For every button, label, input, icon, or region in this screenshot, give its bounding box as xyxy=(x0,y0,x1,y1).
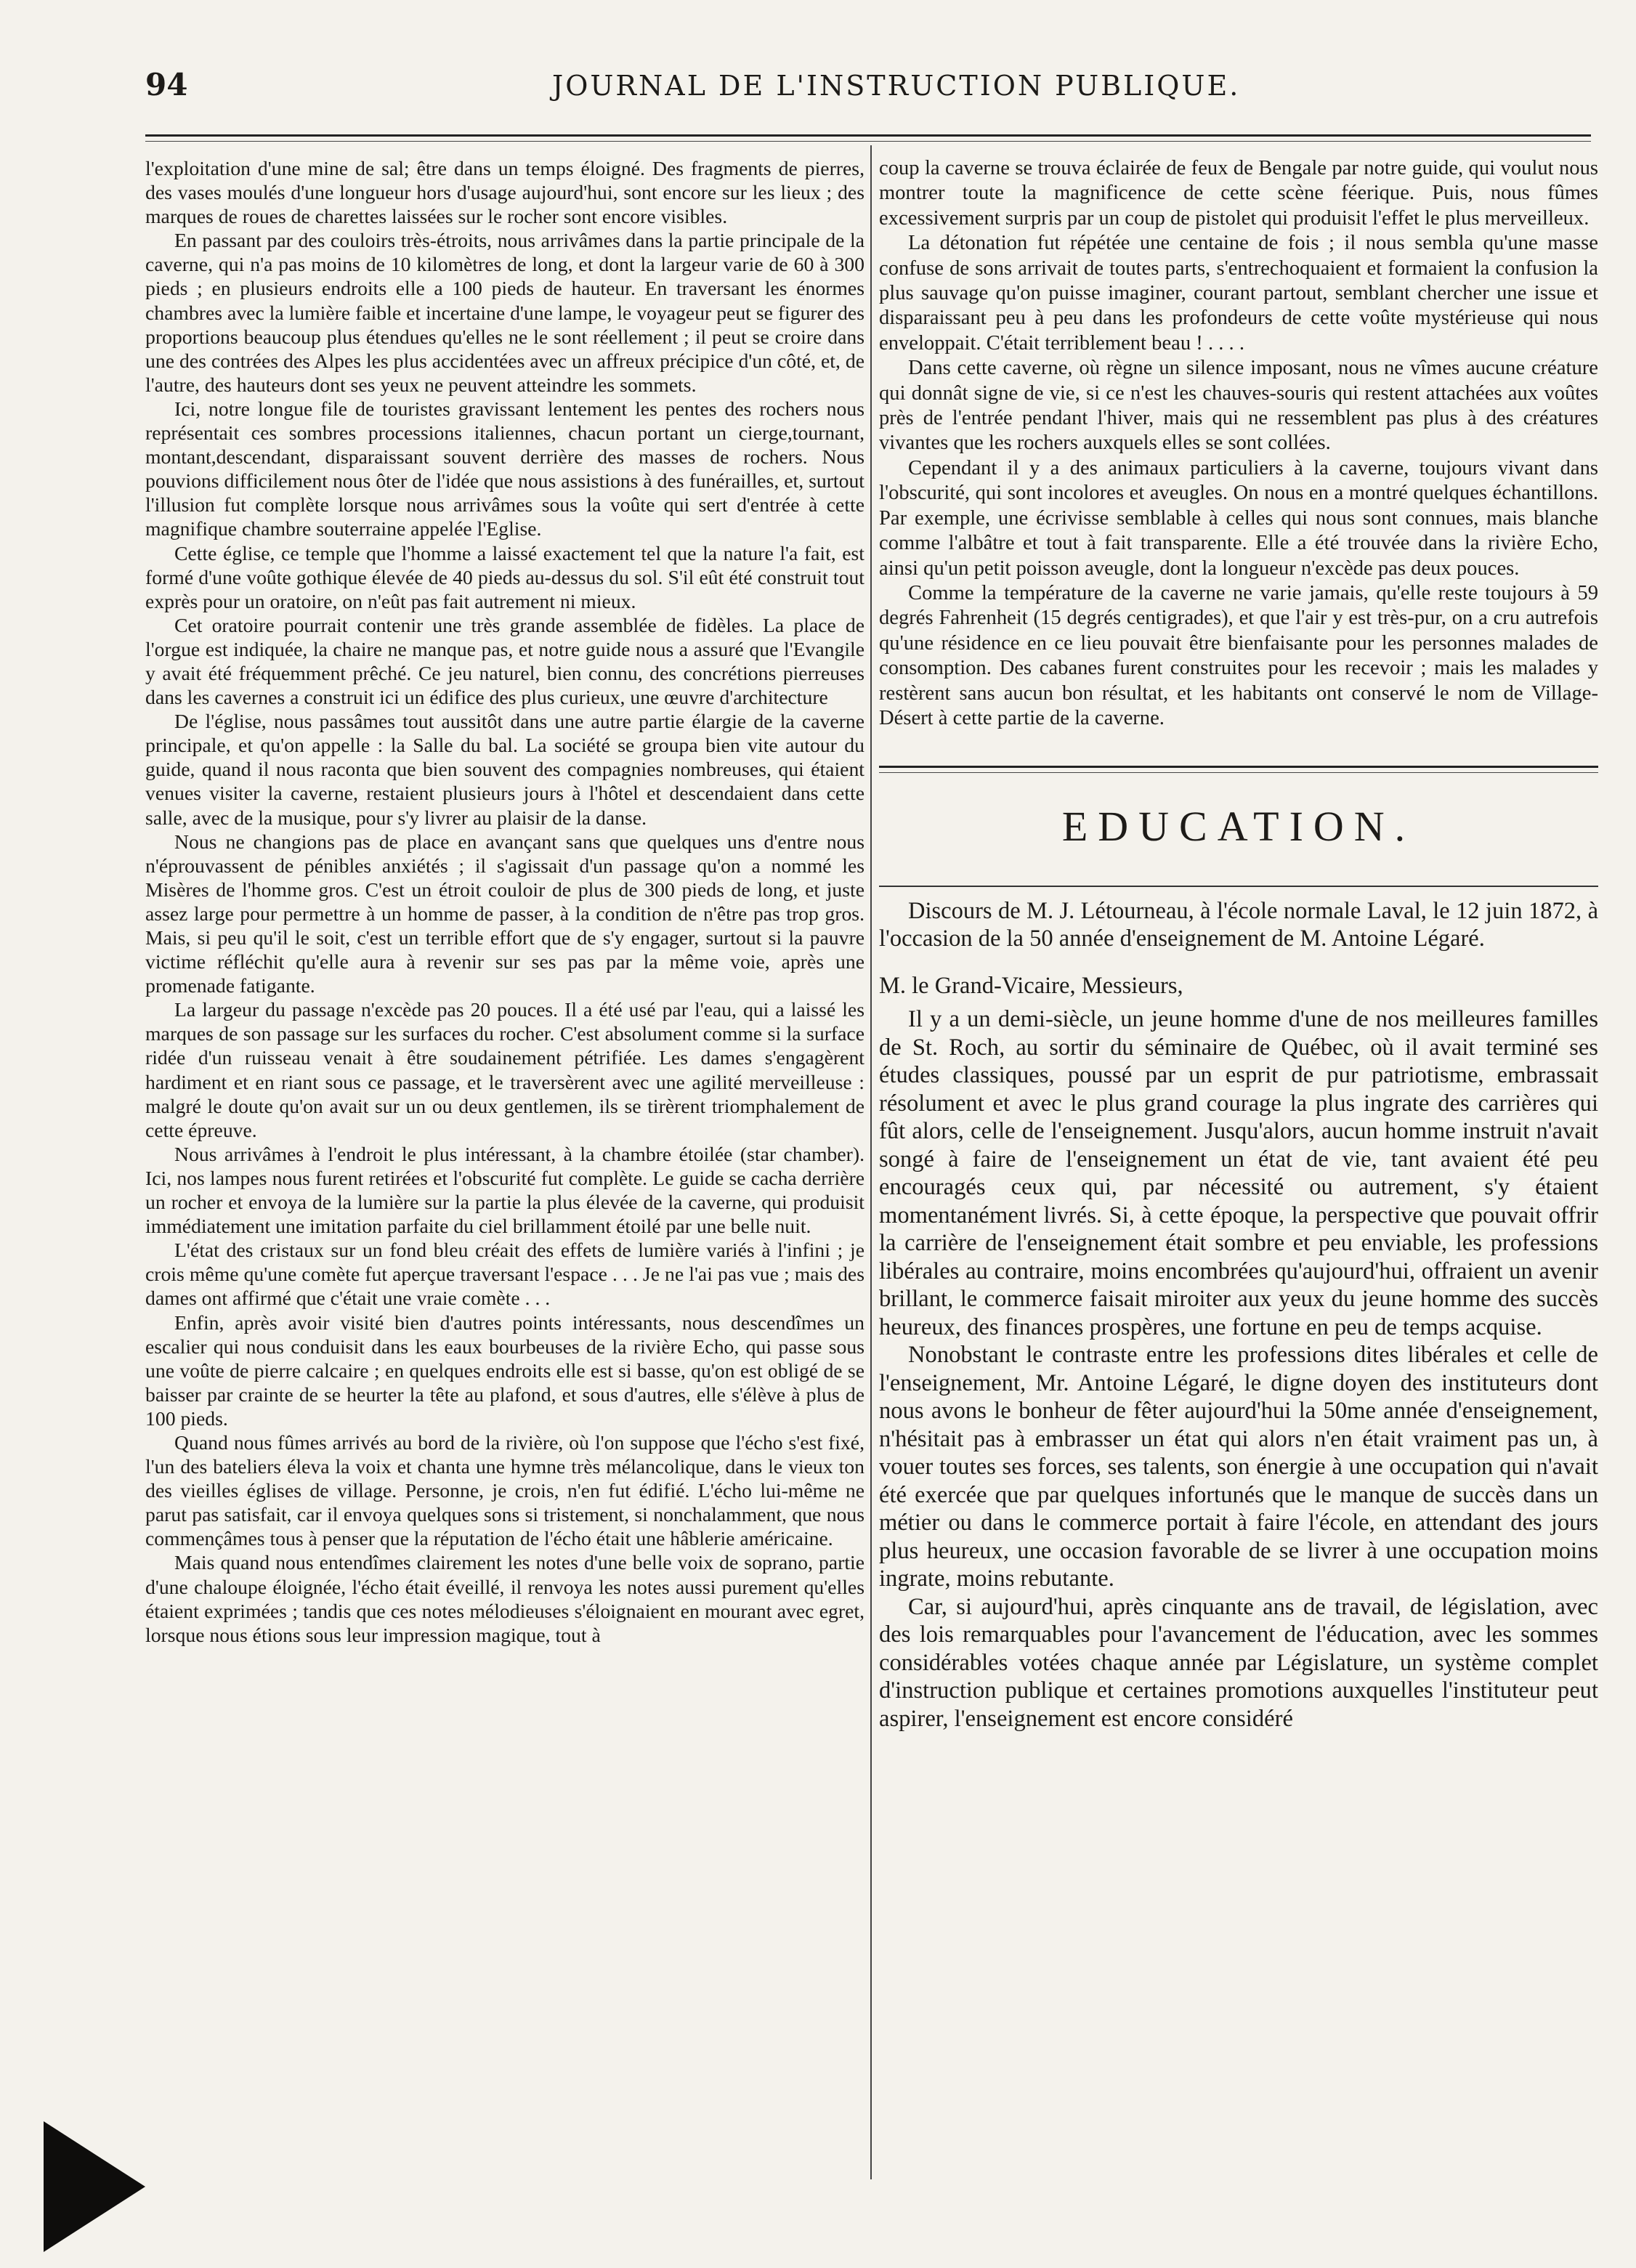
paragraph: En passant par des couloirs très-étroits, nous arrivâmes dans la partie principale de la caverne, qui n'a pas moins de 10 kilomètres de long, et dont la largeur varie de 60 à 300 pieds ; en plusieurs endroits elle a 100 pieds de hauteur. En traversant les énormes chambres avec la lumière faible et incertaine d'une lampe, le voyageur peut se figurer des proportions beaucoup plus étendues qu'elles ne le sont réellement ; il peut se croire dans une des contrées des Alpes les plus accidentées avec un affreux précipice d'un côté, et, de l'autre, des hauteurs dont ses yeux ne peuvent atteindre les sommets. xyxy=(145,229,864,396)
paragraph: La largeur du passage n'excède pas 20 pouces. Il a été usé par l'eau, qui a laissé les marques de son passage sur les surfaces du rocher. C'est absolument comme si la surface ridée d'un ruisseau venait à être soudainement pétrifiée. Les dames s'engagèrent hardiment et en riant sous ce passage, et le traversèrent avec une agilité merveilleuse : malgré le doute qu'on avait sur un ou deux gentlemen, ils se tirèrent triomphalement de cette épreuve. xyxy=(145,998,864,1141)
page-corner-mark xyxy=(44,2121,145,2252)
paragraph: Cette église, ce temple que l'homme a laissé exactement tel que la nature l'a fait, est formé d'une voûte gothique élevée de 40 pieds au-dessus du sol. S'il eût été construit tout exprès pour un oratoire, on n'eût pas fait autrement ni mieux. xyxy=(145,541,864,612)
paragraph: Nous arrivâmes à l'endroit le plus intéressant, à la chambre étoilée (star chamber). Ici, nos lampes nous furent retirées et l'obscurité fut complète. Le guide se cacha derrière un rocher et envoya de la lumière sur la partie la plus élevée de la caverne, qui produisit immédiatement une imitation parfaite du ciel brillamment étoilé par une belle nuit. xyxy=(145,1142,864,1238)
paragraph: L'état des cristaux sur un fond bleu créait des effets de lumière variés à l'infini ; je crois même qu'une comète fut aperçue traversant l'espace . . . Je ne l'ai pas vue ; mais des dames ont affirmé que c'était une vraie comète . . . xyxy=(145,1239,864,1310)
header-rule xyxy=(145,134,1591,142)
article-title: Discours de M. J. Létourneau, à l'école normale Laval, le 12 juin 1872, à l'occasion de la 50 année d'enseignement de M. Antoine Légaré. xyxy=(879,898,1598,952)
paragraph: Enfin, après avoir visité bien d'autres points intéressants, nous descendîmes un escalier qui nous conduisit dans les eaux bourbeuses de la rivière Echo, qui passe sous une voûte de pierre calcaire ; en quelques endroits elle est si basse, qu'on est obligé de se baisser par crainte de se heurter la tête au plafond, et sous d'autres, elle s'élève à plus de 100 pieds. xyxy=(145,1311,864,1430)
column-divider xyxy=(870,145,872,2179)
paragraph: Dans cette caverne, où règne un silence imposant, nous ne vîmes aucune créature qui donnât signe de vie, si ce n'est les chauves-souris qui restent attachées aux voûtes près de l'entrée pendant l'hiver, mais qui ne ressemblent pas plus à des créatures vivantes que les rochers auxquels elles se sont collées. xyxy=(879,357,1598,455)
page-number: 94 xyxy=(145,67,188,102)
paragraph: Quand nous fûmes arrivés au bord de la rivière, où l'on suppose que l'écho s'est fixé, l'un des bateliers éleva la voix et chanta une hymne très mélancolique, dans le vieux ton des vieilles églises de village. Personne, je crois, n'en fut édifié. L'écho lui-même ne parut pas satisfait, car il envoya quelques sons si tristement, si nonchalamment, que nous commençâmes tous à penser que la réputation de l'écho était une hâblerie américaine. xyxy=(145,1430,864,1550)
paragraph: coup la caverne se trouva éclairée de feux de Bengale par notre guide, qui voulut nous montrer toute la magnificence de cette scène féerique. Puis, nous fûmes excessivement surpris par un coup de pistolet qui produisit l'effet le plus merveilleux. xyxy=(879,157,1598,230)
section-title: EDUCATION. xyxy=(1061,803,1416,851)
paragraph: Cet oratoire pourrait contenir une très grande assemblée de fidèles. La place de l'orgue est indiquée, la chaire ne manque pas, et notre guide nous a assuré que l'Evangile y avait été fréquemment prêché. Ce jeu naturel, bien connu, des concrétions pierreuses dans les cavernes a construit ici un édifice des plus curieux, une œuvre d'architecture xyxy=(145,613,864,709)
article-paragraph: Car, si aujourd'hui, après cinquante ans de travail, de législation, avec des lois remarquables pour l'avancement de l'éducation, avec les sommes considérables votées chaque année par Législature, un système complet d'instruction publique et certaines promotions auxquelles l'instituteur peut aspirer, l'enseignement est encore considéré xyxy=(879,1593,1598,1732)
section-rule-thin xyxy=(879,886,1598,887)
article-paragraph: Il y a un demi-siècle, un jeune homme d'une de nos meilleures familles de St. Roch, au sortir du séminaire de Québec, où il avait terminé ses études classiques, poussé par un esprit de pur patriotisme, embrassait résolument et avec le plus grand courage la plus ingrate des carrières qui fût alors, celle de l'enseignement. Jusqu'alors, aucun homme instruit n'avait songé à faire de l'enseignement un état de vie, tant avaient été peu encouragés ceux qui, par nécessité ou autrement, s'y étaient momentanément livrés. Si, à cette époque, la perspective que pouvait offrir la carrière de l'enseignement était sombre et peu enviable, les professions libérales au contraire, moins encombrées qu'aujourd'hui, offraient un avenir brillant, le commerce faisait miroiter aux yeux du jeune homme des succès heureux, des finances prospères, une fortune en peu de temps acquise. xyxy=(879,1006,1598,1340)
paragraph: De l'église, nous passâmes tout aussitôt dans une autre partie élargie de la caverne principale, et qu'on appelle : la Salle du bal. La société se groupa bien vite autour du guide, quand il nous raconta que bien souvent des compagnies nombreuses, qui étaient venues visiter la caverne, restaient plusieurs jours à l'hôtel et descendaient dans cette salle, avec de la musique, pour s'y livrer au plaisir de la danse. xyxy=(145,710,864,829)
left-column xyxy=(145,156,864,2183)
paragraph: Nous ne changions pas de place en avançant sans que quelques uns d'entre nous n'éprouvassent de pénibles anxiétés ; il s'agissait d'un passage qu'on a nommé les Misères de l'homme gros. C'est un étroit couloir de plus de 300 pieds de long, et juste assez large pour permettre à un homme de passer, à la condition de n'être pas trop gros. Mais, si peu qu'il le soit, c'est un terrible effort que de s'y engager, surtout si la pauvre victime réfléchit qu'elle aura à revenir sur ses pas par la même voie, après une promenade fatigante. xyxy=(145,830,864,997)
running-title: JOURNAL DE L'INSTRUCTION PUBLIQUE. xyxy=(552,70,1241,102)
paragraph: Cependant il y a des animaux particuliers à la caverne, toujours vivant dans l'obscurité, qui sont incolores et aveugles. On nous en a montré quelques échantillons. Par exemple, une écrivisse semblable à celles qui nous sont connues, mais blanche comme l'albâtre et tout à fait transparente. Elle a été trouvée dans la rivière Echo, ainsi qu'un petit poisson aveugle, dont la longueur n'excède pas deux pouces. xyxy=(879,456,1598,580)
paragraph: Mais quand nous entendîmes clairement les notes d'une belle voix de soprano, partie d'une chaloupe éloignée, l'écho était éveillé, il renvoya les notes aussi purement qu'elles étaient exprimées ; tandis que ces notes mélodieuses s'éloignaient en mourant avec egret, lorsque nous étions sous leur impression magique, tout à xyxy=(145,1551,864,1646)
paragraph: La détonation fut répétée une centaine de fois ; il nous sembla qu'une masse confuse de sons arrivait de toutes parts, s'entrechoquaient et formaient la confusion la plus sauvage qu'on puisse imaginer, courant partout, semblant chercher une issue et disparaissant peu à peu dans les profondeurs de cette voûte mystérieuse qui nous enveloppait. C'était terriblement beau ! . . . . xyxy=(879,232,1598,355)
section-rule xyxy=(879,766,1598,773)
article-paragraph: Nonobstant le contraste entre les professions dites libérales et celle de l'enseignement, Mr. Antoine Légaré, le digne doyen des instituteurs dont nous avons le bonheur de fêter aujourd'hui la 50me année d'enseignement, n'hésitait pas à embrasser un état qui alors n'en était vraiment pas un, à vouer toutes ses forces, ses talents, son énergie à une occupation qui n'avait été exercée que par quelques infortunés que le manque de succès dans un métier ou dans le commerce portait à faire l'école, en attendant des jours plus heureux, une occasion favorable de se livrer à une occupation moins ingrate, moins rebutante. xyxy=(879,1342,1598,1592)
page-header xyxy=(145,67,1591,118)
paragraph: l'exploitation d'une mine de sal; être dans un temps éloigné. Des fragments de pierres, des vases moulés d'une longueur hors d'usage aujourd'hui, sont encore sur les lieux ; des marques de roues de charettes laissées sur le rocher sont encore visibles. xyxy=(145,157,864,228)
paragraph: Ici, notre longue file de touristes gravissant lentement les pentes des rochers nous représentait ces sombres processions italiennes, chacun portant un cierge,tournant, montant,descendant, disparaissant souvent derrière des masses de rochers. Nous pouvions difficilement nous ôter de l'idée que nous assistions à des funérailles, et, surtout l'illusion fut complète lorsque nous arrivâmes sous la voûte qui sert d'entrée à cette magnifique chambre souterraine appelée l'Eglise. xyxy=(145,397,864,540)
paragraph: Comme la température de la caverne ne varie jamais, qu'elle reste toujours à 59 degrés Fahrenheit (15 degrés centigrades), et que l'air y est très-pur, on a cru autrefois qu'une résidence en ce lieu pouvait être bienfaisante pour les personnes malades de consomption. Des cabanes furent construites pour les recevoir ; mais les malades y restèrent sans aucun bon résultat, et les habitants ont conservé le nom de Village-Désert à cette partie de la caverne. xyxy=(879,581,1598,729)
salutation: M. le Grand-Vicaire, Messieurs, xyxy=(879,973,1183,1000)
right-column xyxy=(879,156,1598,2183)
